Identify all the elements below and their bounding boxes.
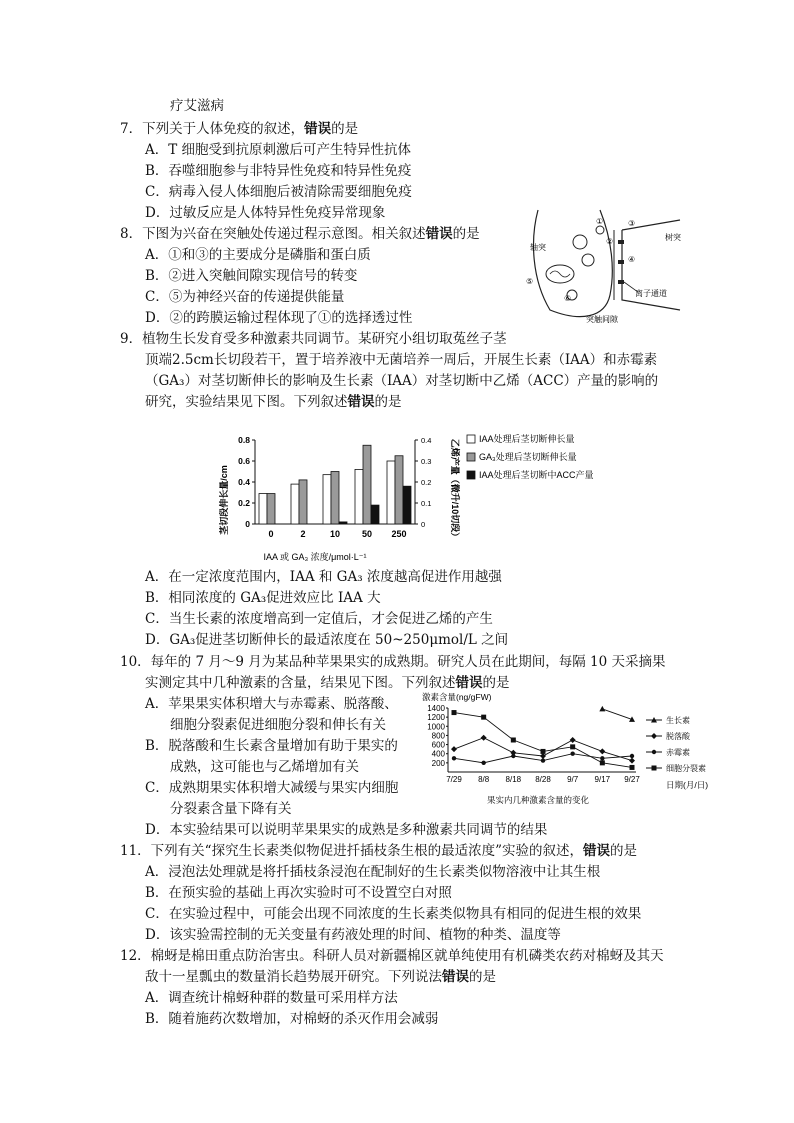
line-chart-ylabel: 激素含量(ng/gFW) xyxy=(422,692,492,702)
line-point-3-5 xyxy=(600,760,605,765)
line-point-1-0 xyxy=(451,746,457,752)
bar-0-0 xyxy=(259,494,267,524)
bar-chart-y2tick-label: 0.3 xyxy=(421,457,432,466)
q11-option-c: C．在实验过程中，可能会出现不同浓度的生长素类似物具有相同的促进生根的效果 xyxy=(145,906,642,922)
line-point-0-6 xyxy=(629,716,635,722)
bar-chart-y2tick-label: 0.2 xyxy=(421,478,432,487)
line-chart-xtick-label: 8/8 xyxy=(478,775,490,784)
bar-legend-label-1: GA₃处理后茎切断伸长量 xyxy=(479,452,577,462)
q7-option-c: C．病毒入侵人体细胞后被清除需要细胞免疫 xyxy=(145,184,412,200)
line-legend-marker-1 xyxy=(651,733,657,739)
line-point-1-6 xyxy=(629,758,635,764)
line-legend-label-3: 细胞分裂素 xyxy=(666,764,706,773)
bar-chart-ytick-label: 0.4 xyxy=(238,477,250,487)
q12-option-b: B．随着施药次数增加，对棉蚜的杀灭作用会减弱 xyxy=(145,1011,439,1027)
line-series-0 xyxy=(602,709,632,720)
line-chart-xlabel: 日期(月/日) xyxy=(666,780,709,790)
bar-0-10 xyxy=(323,475,331,524)
line-point-1-5 xyxy=(599,748,605,754)
line-point-0-5 xyxy=(599,706,605,712)
q9-line-4: 研究，实验结果见下图。下列叙述错误的是 xyxy=(145,394,402,410)
hormone-line-chart xyxy=(418,690,716,810)
q7-option-d: D．过敏反应是人体特异性免疫异常现象 xyxy=(145,205,386,221)
bar-1-10 xyxy=(331,472,339,525)
line-chart-ytick-label: 200 xyxy=(431,758,445,768)
bar-chart-xtick-label: 0 xyxy=(268,529,274,539)
synapse-marker-3: ③ xyxy=(628,219,636,228)
synapse-label-dendrite: 树突 xyxy=(665,233,681,242)
bar-chart-y2tick-label: 0.4 xyxy=(421,436,432,445)
q8-option-b: B．②进入突触间隙实现信号的转变 xyxy=(145,268,358,284)
line-point-3-0 xyxy=(452,710,457,715)
bar-chart-xlabel: IAA 或 GA₃ 浓度/μmol·L⁻¹ xyxy=(263,552,367,562)
synapse-marker-2: ② xyxy=(606,237,614,246)
q11-option-d: D．该实验需控制的无关变量有药液处理的时间、植物的种类、温度等 xyxy=(145,927,561,943)
q9-option-b: B．相同浓度的 GA₃促进效应比 IAA 大 xyxy=(145,590,381,606)
line-chart-title: 果实内几种激素含量的变化 xyxy=(486,795,590,805)
line-point-2-1 xyxy=(481,761,485,765)
bar-chart-xtick-label: 2 xyxy=(300,529,306,539)
line-point-2-2 xyxy=(511,754,515,758)
line-legend-marker-3 xyxy=(652,766,657,771)
line-chart-xtick-label: 9/17 xyxy=(594,775,611,784)
line-chart-xtick-label: 8/18 xyxy=(505,775,522,784)
q9-line-3: （GA₃）对茎切断伸长的影响及生长素（IAA）对茎切断中乙烯（ACC）产量的影响的 xyxy=(145,373,659,389)
line-chart-ytick-label: 800 xyxy=(431,731,445,741)
bar-legend-label-2: IAA处理后茎切断中ACC产量 xyxy=(479,470,594,480)
q10-line-2: 实测定其中几种激素的含量，结果见下图。下列叙述错误的是 xyxy=(145,675,510,691)
bar-2-50 xyxy=(371,505,379,524)
line-point-3-4 xyxy=(570,744,575,749)
q10-line-1: 10．每年的 7 月～9 月为某品种苹果果实的成熟期。研究人员在此期间，每隔 10 天采摘果 xyxy=(120,654,666,670)
bar-chart-ytick-label: 0.8 xyxy=(238,435,250,445)
line-point-2-0 xyxy=(452,756,456,760)
line-legend-label-1: 脱落酸 xyxy=(666,732,690,741)
bar-chart-ylabel: 茎切段伸长量/cm xyxy=(219,465,229,535)
line-chart-ytick-label: 1400 xyxy=(427,704,445,713)
synapse-diagram xyxy=(520,200,700,328)
q10-option-d: D．本实验结果可以说明苹果果实的成熟是多种激素共同调节的结果 xyxy=(145,822,548,838)
q10-option-b: B．脱落酸和生长素含量增加有助于果实的 xyxy=(145,738,398,754)
synapse-label-axon: 轴突 xyxy=(530,243,546,252)
bar-chart-xtick-label: 250 xyxy=(391,529,407,539)
bar-chart-y2tick-label: 0 xyxy=(421,520,426,529)
bar-legend-swatch-1 xyxy=(467,453,475,461)
iaa-ga3-bar-chart xyxy=(205,428,645,568)
line-point-1-1 xyxy=(481,735,487,741)
line-point-2-3 xyxy=(541,758,545,762)
line-chart-ytick-label: 1200 xyxy=(427,713,445,723)
line-point-1-4 xyxy=(570,737,576,743)
line-point-2-4 xyxy=(570,752,574,756)
line-chart-ytick-label: 1000 xyxy=(427,722,445,732)
q10-option-a: A．苹果果实体积增大与赤霉素、脱落酸、 xyxy=(145,696,398,712)
q8-option-d: D．②的跨膜运输过程体现了①的选择透过性 xyxy=(145,310,413,326)
bar-chart-ytick-label: 0.2 xyxy=(238,498,250,508)
line-chart-xtick-label: 7/29 xyxy=(446,775,462,784)
bar-legend-swatch-2 xyxy=(467,471,475,479)
line-legend-label-0: 生长素 xyxy=(666,716,690,725)
q7-stem: 7．下列关于人体免疫的叙述，错误的是 xyxy=(120,121,359,137)
q9-option-a: A．在一定浓度范围内，IAA 和 GA₃ 浓度越高促进作用越强 xyxy=(145,569,502,585)
bar-0-50 xyxy=(355,469,363,524)
synapse-marker-6: ⑥ xyxy=(564,294,572,303)
q8-stem: 8．下图为兴奋在突触处传递过程示意图。相关叙述错误的是 xyxy=(120,226,480,242)
bar-chart-y2tick-label: 0.1 xyxy=(421,499,432,508)
q7-option-a: A．T 细胞受到抗原刺激后可产生特异性抗体 xyxy=(145,142,412,158)
q9-option-d: D．GA₃促进茎切断伸长的最适浓度在 50~250μmol/L 之间 xyxy=(145,632,509,648)
q12-line-1: 12．棉蚜是棉田重点防治害虫。科研人员对新疆棉区就单纯使用有机磷类农药对棉蚜及其天 xyxy=(120,948,664,964)
bar-chart-ytick-label: 0.6 xyxy=(238,456,250,466)
synapse-marker-1: ① xyxy=(596,217,604,226)
q9-option-c: C．当生长素的浓度增高到一定值后，才会促进乙烯的产生 xyxy=(145,611,493,627)
bar-1-50 xyxy=(363,445,371,524)
q8-option-a: A．①和③的主要成分是磷脂和蛋白质 xyxy=(145,247,371,263)
synapse-marker-5: ⑤ xyxy=(526,277,534,286)
q10-option-a-cont: 细胞分裂素促进细胞分裂和伸长有关 xyxy=(170,717,386,733)
line-chart-xtick-label: 9/7 xyxy=(567,775,579,784)
bar-legend-label-0: IAA处理后茎切断伸长量 xyxy=(479,434,575,444)
q10-option-b-cont: 成熟，这可能也与乙烯增加有关 xyxy=(170,759,359,775)
bar-2-10 xyxy=(339,522,347,524)
bar-1-0 xyxy=(267,494,275,524)
line-chart-xtick-label: 8/28 xyxy=(535,775,551,784)
bar-0-2 xyxy=(291,484,299,524)
synapse-label-channel: 离子通道 xyxy=(635,289,667,298)
bar-2-250 xyxy=(403,486,411,524)
bar-legend-swatch-0 xyxy=(467,435,475,443)
q12-line-2: 敌十一星瓢虫的数量消长趋势展开研究。下列说法错误的是 xyxy=(145,969,496,985)
q12-option-a: A．调查统计棉蚜种群的数量可采用样方法 xyxy=(145,990,398,1006)
q9-line-2: 顶端2.5cm长切段若干，置于培养液中无菌培养一周后，开展生长素（IAA）和赤霉素 xyxy=(145,352,658,368)
line-chart-xtick-label: 9/27 xyxy=(624,775,640,784)
q10-option-c: C．成熟期果实体积增大减缓与果实内细胞 xyxy=(145,780,399,796)
line-point-2-5 xyxy=(600,756,604,760)
bar-0-250 xyxy=(387,461,395,524)
bar-1-250 xyxy=(395,456,403,524)
synapse-label-cleft: 突触间隙 xyxy=(586,315,618,324)
line-chart-ytick-label: 400 xyxy=(431,749,445,759)
line-point-3-2 xyxy=(511,738,516,743)
bar-chart-y2label: 乙烯产量（微升/10切段） xyxy=(450,438,460,542)
prev-question-tail: 疗艾滋病 xyxy=(170,98,224,114)
line-legend-label-2: 赤霉素 xyxy=(666,748,690,757)
line-point-3-6 xyxy=(630,765,635,770)
line-point-3-1 xyxy=(481,715,486,720)
line-legend-marker-2 xyxy=(652,750,656,754)
q11-option-a: A．浸泡法处理就是将扦插枝条浸泡在配制好的生长素类似物溶液中让其生根 xyxy=(145,864,601,880)
bar-chart-ytick-label: 0 xyxy=(245,519,250,529)
bar-chart-xtick-label: 50 xyxy=(361,529,373,539)
line-chart-ytick-label: 600 xyxy=(431,740,445,750)
q8-option-c: C．⑤为神经兴奋的传递提供能量 xyxy=(145,289,345,305)
q9-line-1: 9．植物生长发育受多种激素共同调节。某研究小组切取菟丝子茎 xyxy=(120,331,507,347)
q11-option-b: B．在预实验的基础上再次实验时可不设置空白对照 xyxy=(145,885,452,901)
q10-option-c-cont: 分裂素含量下降有关 xyxy=(170,801,292,817)
q7-option-b: B．吞噬细胞参与非特异性免疫和特异性免疫 xyxy=(145,163,412,179)
bar-chart-xtick-label: 10 xyxy=(329,529,341,539)
q11-stem: 11．下列有关“探究生长素类似物促进扦插枝条生根的最适浓度”实验的叙述，错误的是 xyxy=(120,843,637,859)
synapse-marker-4: ④ xyxy=(628,255,636,264)
line-point-2-6 xyxy=(630,754,634,758)
bar-1-2 xyxy=(299,480,307,524)
line-point-3-3 xyxy=(541,749,546,754)
